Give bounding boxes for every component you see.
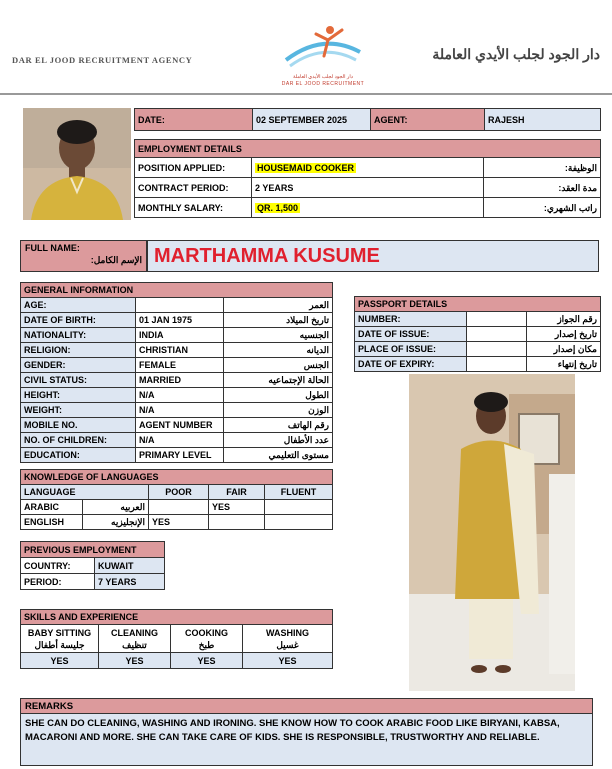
salary-label-ar: راتب الشهري: (484, 198, 601, 218)
expiry-date-label-ar: تاريخ إنتهاء (527, 357, 601, 372)
civil-status-label: CIVIL STATUS: (21, 373, 136, 388)
height-label: HEIGHT: (21, 388, 136, 403)
english-fair (209, 515, 265, 530)
contract-label-ar: مدة العقد: (484, 178, 601, 198)
agency-name-ar: دار الجود لجلب الأيدي العاملة (432, 46, 600, 62)
passport-title: PASSPORT DETAILS (355, 297, 601, 312)
education-label: EDUCATION: (21, 448, 136, 463)
skill-cooking-value: YES (171, 653, 243, 669)
age-value (136, 298, 224, 313)
english-fluent (265, 515, 333, 530)
mobile-label: MOBILE NO. (21, 418, 136, 433)
expiry-date-value (467, 357, 527, 372)
english-poor: YES (149, 515, 209, 530)
religion-label-ar: الديانه (224, 343, 333, 358)
skill-cleaning-en: CLEANING (111, 627, 158, 638)
logo-caption-en: DAR EL JOOD RECRUITMENT (281, 81, 365, 87)
children-label: NO. OF CHILDREN: (21, 433, 136, 448)
salary-value-text: QR. 1,500 (257, 202, 299, 213)
issue-date-label: DATE OF ISSUE: (355, 327, 467, 342)
skill-cleaning (99, 625, 171, 653)
skill-cooking-en: COOKING (184, 627, 228, 638)
header-divider (0, 93, 612, 95)
arabic-poor (149, 500, 209, 515)
issue-place-value (467, 342, 527, 357)
age-label: AGE: (21, 298, 136, 313)
remarks-title: REMARKS (20, 698, 593, 714)
languages-table (20, 469, 333, 530)
weight-label: WEIGHT: (21, 403, 136, 418)
issue-date-value (467, 327, 527, 342)
height-value: N/A (136, 388, 224, 403)
passport-number-label-ar: رقم الجواز (527, 312, 601, 327)
arabic-label: ARABIC (21, 500, 83, 515)
salary-label: MONTHLY SALARY: (135, 198, 252, 218)
english-label: ENGLISH (21, 515, 83, 530)
issue-date-label-ar: تاريخ إصدار (527, 327, 601, 342)
arabic-fluent (265, 500, 333, 515)
skill-cleaning-value: YES (99, 653, 171, 669)
portrait-photo (23, 108, 131, 220)
mobile-label-ar: رقم الهاتف (224, 418, 333, 433)
civil-status-value: MARRIED (136, 373, 224, 388)
civil-status-label-ar: الحالة الإجتماعيه (224, 373, 333, 388)
skill-washing-ar: غسيل (276, 639, 299, 650)
languages-title: KNOWLEDGE OF LANGUAGES (21, 470, 333, 485)
agent-label: AGENT: (371, 109, 485, 131)
skill-cooking-ar: طبخ (198, 639, 215, 650)
general-info-title: GENERAL INFORMATION (21, 283, 333, 298)
position-value (252, 158, 484, 178)
religion-label: RELIGION: (21, 343, 136, 358)
position-label: POSITION APPLIED: (135, 158, 252, 178)
skill-washing-en: WASHING (265, 627, 309, 638)
english-label-ar: الإنجليزيه (83, 515, 149, 530)
poor-header: POOR (149, 485, 209, 500)
arabic-fair: YES (209, 500, 265, 515)
gender-value: FEMALE (136, 358, 224, 373)
general-info-table (20, 282, 333, 463)
skill-cleaning-ar: تنظيف (122, 639, 147, 650)
nationality-label: NATIONALITY: (21, 328, 136, 343)
logo-caption-ar: دار الجود لجلب الأيدي العاملة (293, 74, 353, 80)
employment-title: EMPLOYMENT DETAILS (135, 140, 601, 158)
agency-name-en: DAR EL JOOD RECRUITMENT AGENCY (12, 55, 193, 65)
skill-baby-sitting-ar: جليسة أطفال (34, 639, 85, 650)
nationality-label-ar: الجنسيه (224, 328, 333, 343)
remarks-text: SHE CAN DO CLEANING, WASHING AND IRONING. SHE KNOW HOW TO COOK ARABIC FOOD LIKE BIRYANI, KABSA, MACARONI AND MORE. SHE CAN TAKE CARE OF KIDS. SHE IS RESPONSIBLE, TRUSTWORTHY AND RELIABLE. (20, 714, 593, 766)
country-label: COUNTRY: (21, 558, 95, 574)
weight-value: N/A (136, 403, 224, 418)
passport-number-label: NUMBER: (355, 312, 467, 327)
dob-label-ar: تاريخ الميلاد (224, 313, 333, 328)
previous-employment-table (20, 541, 165, 590)
skill-baby-sitting (21, 625, 99, 653)
full-name-value: MARTHAMMA KUSUME (147, 240, 599, 272)
weight-label-ar: الوزن (224, 403, 333, 418)
full-body-photo (409, 374, 575, 691)
period-value: 7 YEARS (95, 574, 165, 590)
dob-label: DATE OF BIRTH: (21, 313, 136, 328)
employment-table (134, 139, 601, 218)
children-label-ar: عدد الأطفال (224, 433, 333, 448)
agent-value: RAJESH (485, 109, 601, 131)
position-value-text: HOUSEMAID COOKER (257, 162, 355, 173)
dob-value: 01 JAN 1975 (136, 313, 224, 328)
full-name-label-en: FULL NAME: (25, 243, 80, 253)
education-value: PRIMARY LEVEL (136, 448, 224, 463)
age-label-ar: العمر (224, 298, 333, 313)
skill-washing-value: YES (243, 653, 333, 669)
expiry-date-label: DATE OF EXPIRY: (355, 357, 467, 372)
skills-title: SKILLS AND EXPERIENCE (21, 610, 333, 625)
top-info-table (134, 108, 601, 131)
contract-label: CONTRACT PERIOD: (135, 178, 252, 198)
full-name-label (20, 240, 147, 272)
issue-place-label: PLACE OF ISSUE: (355, 342, 467, 357)
fluent-header: FLUENT (265, 485, 333, 500)
previous-employment-title: PREVIOUS EMPLOYMENT (21, 542, 165, 558)
date-label: DATE: (135, 109, 253, 131)
arabic-label-ar: العربيه (83, 500, 149, 515)
nationality-value: INDIA (136, 328, 224, 343)
gender-label-ar: الجنس (224, 358, 333, 373)
gender-label: GENDER: (21, 358, 136, 373)
contract-value: 2 YEARS (252, 178, 484, 198)
period-label: PERIOD: (21, 574, 95, 590)
skills-table (20, 609, 333, 669)
mobile-value: AGENT NUMBER (136, 418, 224, 433)
fair-header: FAIR (209, 485, 265, 500)
skill-baby-sitting-en: BABY SITTING (27, 627, 92, 638)
country-value: KUWAIT (95, 558, 165, 574)
children-value: N/A (136, 433, 224, 448)
height-label-ar: الطول (224, 388, 333, 403)
skill-washing (243, 625, 333, 653)
issue-place-label-ar: مكان إصدار (527, 342, 601, 357)
education-label-ar: مستوى التعليمي (224, 448, 333, 463)
position-label-ar: الوظيفة: (484, 158, 601, 178)
date-value: 02 SEPTEMBER 2025 (253, 109, 371, 131)
language-header: LANGUAGE (21, 485, 149, 500)
passport-table (354, 296, 601, 372)
passport-number-value (467, 312, 527, 327)
skill-cooking (171, 625, 243, 653)
full-name-label-ar: الإسم الكامل: (90, 255, 142, 265)
salary-value (252, 198, 484, 218)
skill-baby-sitting-value: YES (21, 653, 99, 669)
religion-value: CHRISTIAN (136, 343, 224, 358)
